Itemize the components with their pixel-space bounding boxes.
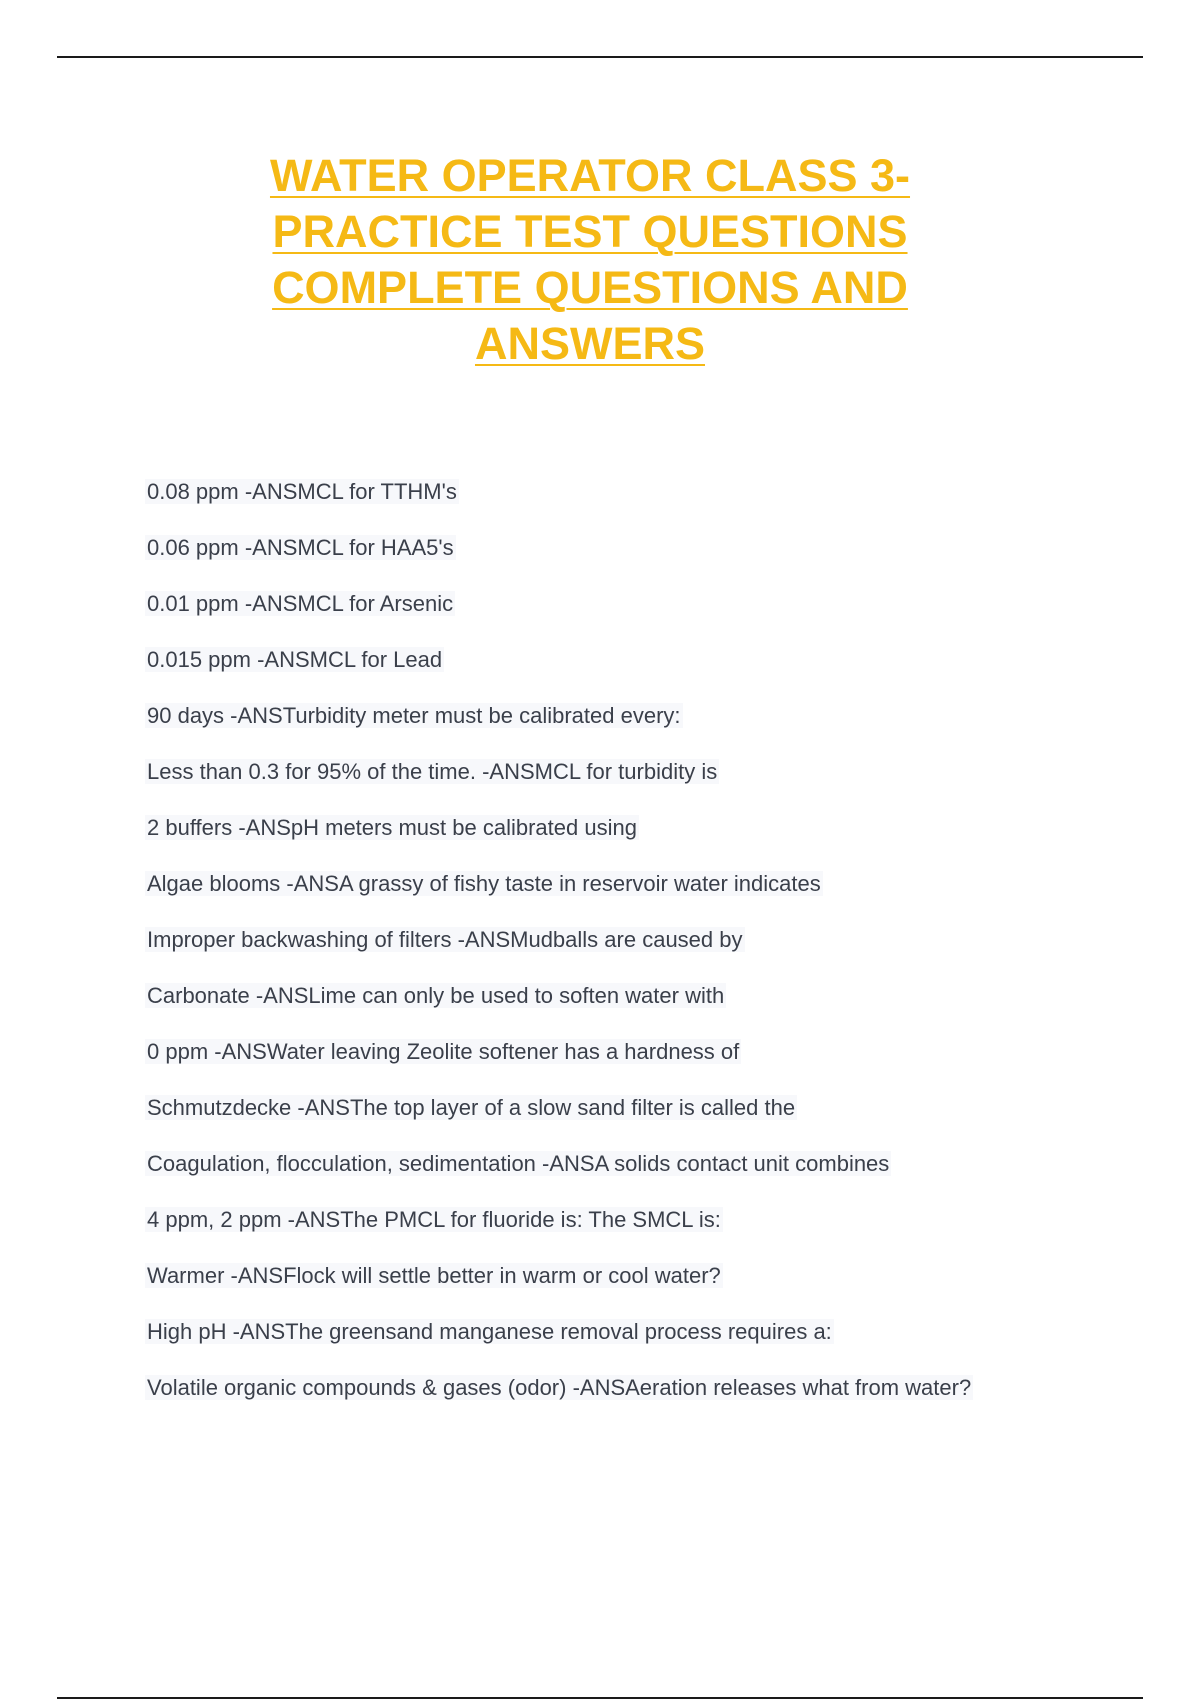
qa-item <box>145 980 1105 1036</box>
qa-text: Algae blooms -ANSA grassy of fishy taste in reservoir water indicates <box>147 871 821 896</box>
question-answer-list <box>145 476 1105 1428</box>
qa-item <box>145 532 1105 588</box>
qa-item <box>145 644 1105 700</box>
qa-text: Improper backwashing of filters -ANSMudballs are caused by <box>147 927 743 952</box>
qa-text: High pH -ANSThe greensand manganese removal process requires a: <box>147 1319 832 1344</box>
qa-item <box>145 924 1105 980</box>
qa-item <box>145 588 1105 644</box>
qa-item <box>145 1372 1105 1428</box>
qa-item <box>145 700 1105 756</box>
qa-text: Warmer -ANSFlock will settle better in warm or cool water? <box>147 1263 721 1288</box>
bottom-rule <box>57 1697 1143 1699</box>
qa-item <box>145 868 1105 924</box>
qa-text: Less than 0.3 for 95% of the time. -ANSMCL for turbidity is <box>147 759 718 784</box>
top-rule <box>57 56 1143 58</box>
qa-item <box>145 812 1105 868</box>
qa-text: 0.01 ppm -ANSMCL for Arsenic <box>147 591 454 616</box>
qa-text: 90 days -ANSTurbidity meter must be calibrated every: <box>147 703 681 728</box>
qa-text: 0.06 ppm -ANSMCL for HAA5's <box>147 535 454 560</box>
qa-item <box>145 1316 1105 1372</box>
qa-item <box>145 476 1105 532</box>
qa-text: Volatile organic compounds & gases (odor) -ANSAeration releases what from water? <box>147 1375 972 1400</box>
qa-text: Schmutzdecke -ANSThe top layer of a slow sand filter is called the <box>147 1095 796 1120</box>
qa-text: 2 buffers -ANSpH meters must be calibrated using <box>147 815 637 840</box>
qa-item <box>145 1092 1105 1148</box>
qa-item <box>145 1148 1105 1204</box>
qa-item <box>145 1036 1105 1092</box>
qa-text: 4 ppm, 2 ppm -ANSThe PMCL for fluoride is: The SMCL is: <box>147 1207 721 1232</box>
qa-text: 0.015 ppm -ANSMCL for Lead <box>147 647 443 672</box>
qa-text: Coagulation, flocculation, sedimentation -ANSA solids contact unit combines <box>147 1151 890 1176</box>
qa-text: 0.08 ppm -ANSMCL for TTHM's <box>147 479 457 504</box>
qa-item <box>145 1260 1105 1316</box>
qa-text: Carbonate -ANSLime can only be used to soften water with <box>147 983 725 1008</box>
document-title-text: WATER OPERATOR CLASS 3- PRACTICE TEST QUESTIONS COMPLETE QUESTIONS AND ANSWERS <box>269 150 911 369</box>
qa-text: 0 ppm -ANSWater leaving Zeolite softener has a hardness of <box>147 1039 740 1064</box>
qa-item <box>145 1204 1105 1260</box>
qa-item <box>145 756 1105 812</box>
document-title <box>190 148 990 372</box>
